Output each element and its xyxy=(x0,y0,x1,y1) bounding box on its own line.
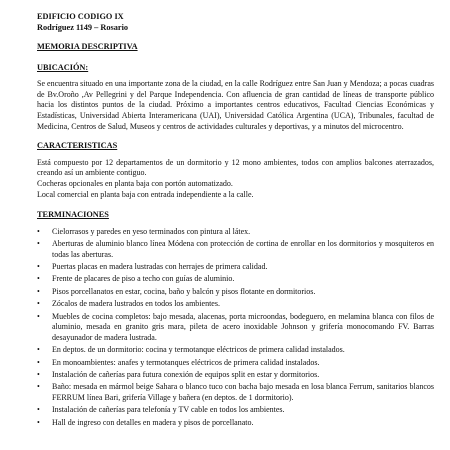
caracteristicas-line: Está compuesto por 12 departamentos de un dormitorio y 12 mono ambientes, todos con amplios balcones aterrazados, creando así un ambiente contiguo. xyxy=(37,157,434,178)
caracteristicas-line: Local comercial en planta baja con entrada independiente a la calle. xyxy=(37,189,254,199)
ubicacion-heading: UBICACIÓN: xyxy=(37,62,89,72)
list-item: • En monoambientes: anafes y termotanques eléctricos de primera calidad instalados. xyxy=(37,358,434,369)
list-item: • Puertas placas en madera lustradas con herrajes de primera calidad. xyxy=(37,262,434,273)
caracteristicas-line: Cocheras opcionales en planta baja con portón automatizado. xyxy=(37,178,233,188)
ubicacion-paragraph: Se encuentra situado en una importante zona de la ciudad, en la calle Rodríguez entre San Juan y Mendoza; a pocas cuadras de Bv.Oroño ,Av Pellegrini y del Parque Independencia. Con afluencia de gran cantidad de líneas de transporte público hacia los distintos puntos de la ciudad. Próximo a importantes centros educativos, Facultad Ciencias Económicas y Estadísticas, Universidad Abierta Interamericana (UAI), Universidad Católica Argentina (UCA), Tribunales, facultad de Medicina, Centros de Salud, Museos y centros de actividades culturales y deportivas, y a minutos del microcentro. xyxy=(37,79,434,131)
list-item: • Cielorrasos y paredes en yeso terminados con pintura al látex. xyxy=(37,227,434,238)
list-item: • Muebles de cocina completos: bajo mesada, alacenas, porta microondas, bodeguero, en melamina blanca con filos de aluminio, mesada en granito gris mara, pileta de acero inoxidable Johnson y grifería monocomando FV. Barras desayunador de madera lustrada. xyxy=(37,312,434,344)
list-item: • Hall de ingreso con detalles en madera y pisos de porcellanato. xyxy=(37,418,434,429)
terminaciones-heading: TERMINACIONES xyxy=(37,210,109,220)
building-address: Rodríguez 1149 – Rosario xyxy=(37,22,129,32)
list-item: • Aberturas de aluminio blanco línea Módena con protección de cortina de enrollar en los dormitorios y mosquiteros en todas las aberturas. xyxy=(37,239,434,260)
caracteristicas-heading: CARACTERISTICAS xyxy=(37,141,118,151)
list-item: • En deptos. de un dormitorio: cocina y termotanque eléctricos de primera calidad instalados. xyxy=(37,345,434,356)
list-item: • Instalación de cañerías para futura conexión de equipos split en estar y dormitorios. xyxy=(37,370,434,381)
list-item: • Zócalos de madera lustrados en todos los ambientes. xyxy=(37,299,434,310)
list-item: • Instalación de cañerías para telefonía y TV cable en todos los ambientes. xyxy=(37,405,434,416)
list-item: • Pisos porcellanatos en estar, cocina, baño y balcón y pisos flotante en dormitorios. xyxy=(37,287,434,298)
list-item: • Baño: mesada en mármol beige Sahara o blanco tuco con bacha bajo mesada en losa blanca Ferrum, sanitarios blancos FERRUM línea Bari, grifería Village y bañera (en deptos. de 1 dormitorio). xyxy=(37,382,434,403)
terminaciones-list xyxy=(37,227,434,429)
memoria-heading: MEMORIA DESCRIPTIVA xyxy=(37,42,138,51)
building-name: EDIFICIO CODIGO IX xyxy=(37,12,124,21)
list-item: • Frente de placares de piso a techo con guías de aluminio. xyxy=(37,274,434,285)
